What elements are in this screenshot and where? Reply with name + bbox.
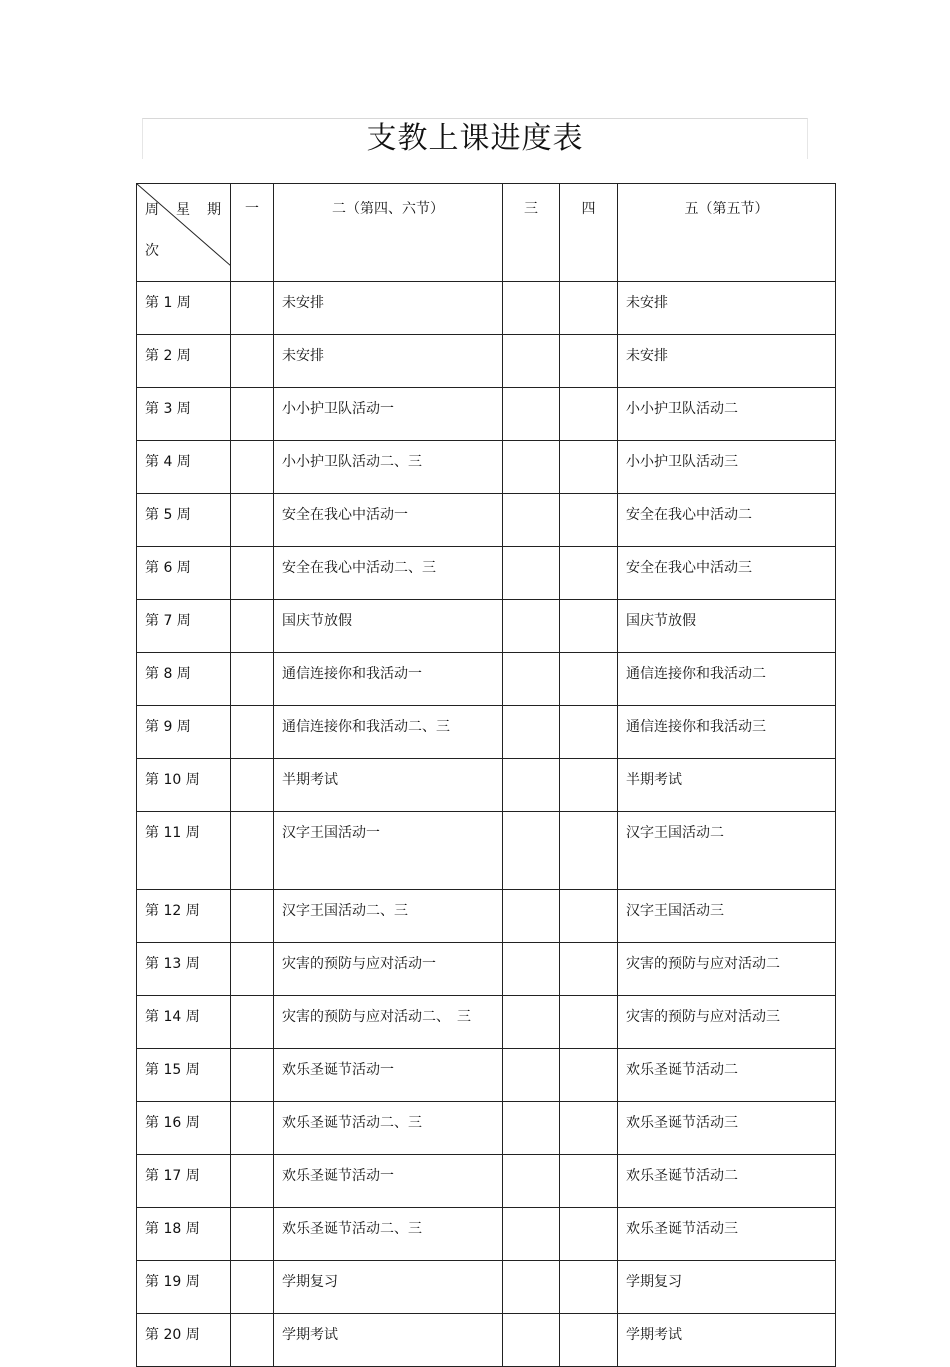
week-cell: 第 4 周 xyxy=(137,441,231,494)
thu-cell xyxy=(560,1261,618,1314)
table-row xyxy=(137,335,836,388)
week-cell: 第 2 周 xyxy=(137,335,231,388)
col-header-mon: 一 xyxy=(231,184,274,282)
thu-cell xyxy=(560,1314,618,1367)
wed-cell xyxy=(503,282,560,335)
fri-cell: 安全在我心中活动三 xyxy=(618,547,836,600)
table-row xyxy=(137,1261,836,1314)
week-cell: 第 6 周 xyxy=(137,547,231,600)
mon-cell xyxy=(231,890,274,943)
wed-cell xyxy=(503,706,560,759)
tue-cell: 未安排 xyxy=(274,282,503,335)
fri-cell: 灾害的预防与应对活动三 xyxy=(618,996,836,1049)
thu-cell xyxy=(560,547,618,600)
corner-label-ci: 次 xyxy=(145,243,159,259)
title-frame xyxy=(142,118,808,159)
thu-cell xyxy=(560,494,618,547)
tue-cell: 学期复习 xyxy=(274,1261,503,1314)
mon-cell xyxy=(231,706,274,759)
table-row xyxy=(137,1049,836,1102)
mon-cell xyxy=(231,996,274,1049)
wed-cell xyxy=(503,1155,560,1208)
mon-cell xyxy=(231,759,274,812)
thu-cell xyxy=(560,1208,618,1261)
week-cell: 第 12 周 xyxy=(137,890,231,943)
fri-cell: 小小护卫队活动二 xyxy=(618,388,836,441)
tue-cell: 灾害的预防与应对活动一 xyxy=(274,943,503,996)
col-header-tue: 二（第四、六节） xyxy=(274,184,503,282)
col-header-thu: 四 xyxy=(560,184,618,282)
thu-cell xyxy=(560,653,618,706)
fri-cell: 未安排 xyxy=(618,282,836,335)
fri-cell: 小小护卫队活动三 xyxy=(618,441,836,494)
table-row xyxy=(137,1155,836,1208)
fri-cell: 通信连接你和我活动二 xyxy=(618,653,836,706)
thu-cell xyxy=(560,1049,618,1102)
wed-cell xyxy=(503,1261,560,1314)
fri-cell: 国庆节放假 xyxy=(618,600,836,653)
week-cell: 第 13 周 xyxy=(137,943,231,996)
thu-cell xyxy=(560,996,618,1049)
mon-cell xyxy=(231,547,274,600)
wed-cell xyxy=(503,1102,560,1155)
week-cell: 第 1 周 xyxy=(137,282,231,335)
tue-cell: 欢乐圣诞节活动二、三 xyxy=(274,1208,503,1261)
mon-cell xyxy=(231,282,274,335)
page-title: 支教上课进度表 xyxy=(366,121,584,156)
tue-cell: 欢乐圣诞节活动一 xyxy=(274,1049,503,1102)
wed-cell xyxy=(503,890,560,943)
thu-cell xyxy=(560,282,618,335)
fri-cell: 通信连接你和我活动三 xyxy=(618,706,836,759)
table-row xyxy=(137,812,836,890)
mon-cell xyxy=(231,388,274,441)
wed-cell xyxy=(503,653,560,706)
thu-cell xyxy=(560,1102,618,1155)
thu-cell xyxy=(560,706,618,759)
table-row xyxy=(137,943,836,996)
wed-cell xyxy=(503,441,560,494)
wed-cell xyxy=(503,759,560,812)
fri-cell: 学期考试 xyxy=(618,1314,836,1367)
table-row xyxy=(137,996,836,1049)
wed-cell xyxy=(503,943,560,996)
week-cell: 第 11 周 xyxy=(137,812,231,890)
mon-cell xyxy=(231,335,274,388)
table-row xyxy=(137,706,836,759)
week-cell: 第 18 周 xyxy=(137,1208,231,1261)
week-cell: 第 8 周 xyxy=(137,653,231,706)
tue-cell: 小小护卫队活动二、三 xyxy=(274,441,503,494)
table-row xyxy=(137,759,836,812)
tue-cell: 安全在我心中活动一 xyxy=(274,494,503,547)
week-cell: 第 14 周 xyxy=(137,996,231,1049)
table-row xyxy=(137,600,836,653)
mon-cell xyxy=(231,1208,274,1261)
tue-cell: 欢乐圣诞节活动二、三 xyxy=(274,1102,503,1155)
mon-cell xyxy=(231,943,274,996)
thu-cell xyxy=(560,759,618,812)
fri-cell: 汉字王国活动三 xyxy=(618,890,836,943)
wed-cell xyxy=(503,996,560,1049)
tue-cell: 国庆节放假 xyxy=(274,600,503,653)
tue-cell: 通信连接你和我活动一 xyxy=(274,653,503,706)
wed-cell xyxy=(503,388,560,441)
table-row xyxy=(137,890,836,943)
table-row xyxy=(137,282,836,335)
wed-cell xyxy=(503,1049,560,1102)
mon-cell xyxy=(231,812,274,890)
tue-cell: 汉字王国活动二、三 xyxy=(274,890,503,943)
mon-cell xyxy=(231,1155,274,1208)
week-cell: 第 16 周 xyxy=(137,1102,231,1155)
col-header-fri: 五（第五节） xyxy=(618,184,836,282)
corner-label-zhou: 周 xyxy=(145,202,159,218)
header-row xyxy=(137,184,836,282)
wed-cell xyxy=(503,812,560,890)
table-row xyxy=(137,388,836,441)
week-cell: 第 7 周 xyxy=(137,600,231,653)
thu-cell xyxy=(560,600,618,653)
corner-label-xing: 星 xyxy=(176,202,190,218)
mon-cell xyxy=(231,494,274,547)
wed-cell xyxy=(503,1314,560,1367)
fri-cell: 学期复习 xyxy=(618,1261,836,1314)
table-row xyxy=(137,1314,836,1367)
table-row xyxy=(137,653,836,706)
mon-cell xyxy=(231,1314,274,1367)
tue-cell: 学期考试 xyxy=(274,1314,503,1367)
thu-cell xyxy=(560,335,618,388)
week-cell: 第 15 周 xyxy=(137,1049,231,1102)
mon-cell xyxy=(231,441,274,494)
wed-cell xyxy=(503,600,560,653)
tue-cell: 未安排 xyxy=(274,335,503,388)
mon-cell xyxy=(231,1049,274,1102)
tue-cell: 小小护卫队活动一 xyxy=(274,388,503,441)
mon-cell xyxy=(231,653,274,706)
wed-cell xyxy=(503,547,560,600)
header-corner-cell xyxy=(137,184,231,282)
week-cell: 第 20 周 xyxy=(137,1314,231,1367)
table-row xyxy=(137,1208,836,1261)
week-cell: 第 9 周 xyxy=(137,706,231,759)
tue-cell: 汉字王国活动一 xyxy=(274,812,503,890)
fri-cell: 欢乐圣诞节活动三 xyxy=(618,1208,836,1261)
corner-label-qi: 期 xyxy=(207,202,221,218)
fri-cell: 欢乐圣诞节活动二 xyxy=(618,1155,836,1208)
week-cell: 第 19 周 xyxy=(137,1261,231,1314)
week-cell: 第 5 周 xyxy=(137,494,231,547)
table-row xyxy=(137,494,836,547)
fri-cell: 未安排 xyxy=(618,335,836,388)
tue-cell: 半期考试 xyxy=(274,759,503,812)
mon-cell xyxy=(231,1261,274,1314)
table-row xyxy=(137,441,836,494)
fri-cell: 灾害的预防与应对活动二 xyxy=(618,943,836,996)
wed-cell xyxy=(503,335,560,388)
fri-cell: 半期考试 xyxy=(618,759,836,812)
week-cell: 第 10 周 xyxy=(137,759,231,812)
tue-cell: 通信连接你和我活动二、三 xyxy=(274,706,503,759)
wed-cell xyxy=(503,1208,560,1261)
thu-cell xyxy=(560,812,618,890)
thu-cell xyxy=(560,388,618,441)
fri-cell: 安全在我心中活动二 xyxy=(618,494,836,547)
fri-cell: 欢乐圣诞节活动三 xyxy=(618,1102,836,1155)
tue-cell: 安全在我心中活动二、三 xyxy=(274,547,503,600)
tue-cell: 欢乐圣诞节活动一 xyxy=(274,1155,503,1208)
tue-cell: 灾害的预防与应对活动二、 三 xyxy=(274,996,503,1049)
thu-cell xyxy=(560,441,618,494)
thu-cell xyxy=(560,1155,618,1208)
mon-cell xyxy=(231,600,274,653)
schedule-table xyxy=(136,183,836,1367)
thu-cell xyxy=(560,943,618,996)
thu-cell xyxy=(560,890,618,943)
week-cell: 第 17 周 xyxy=(137,1155,231,1208)
fri-cell: 欢乐圣诞节活动二 xyxy=(618,1049,836,1102)
fri-cell: 汉字王国活动二 xyxy=(618,812,836,890)
table-row xyxy=(137,547,836,600)
wed-cell xyxy=(503,494,560,547)
col-header-wed: 三 xyxy=(503,184,560,282)
table-row xyxy=(137,1102,836,1155)
week-cell: 第 3 周 xyxy=(137,388,231,441)
mon-cell xyxy=(231,1102,274,1155)
